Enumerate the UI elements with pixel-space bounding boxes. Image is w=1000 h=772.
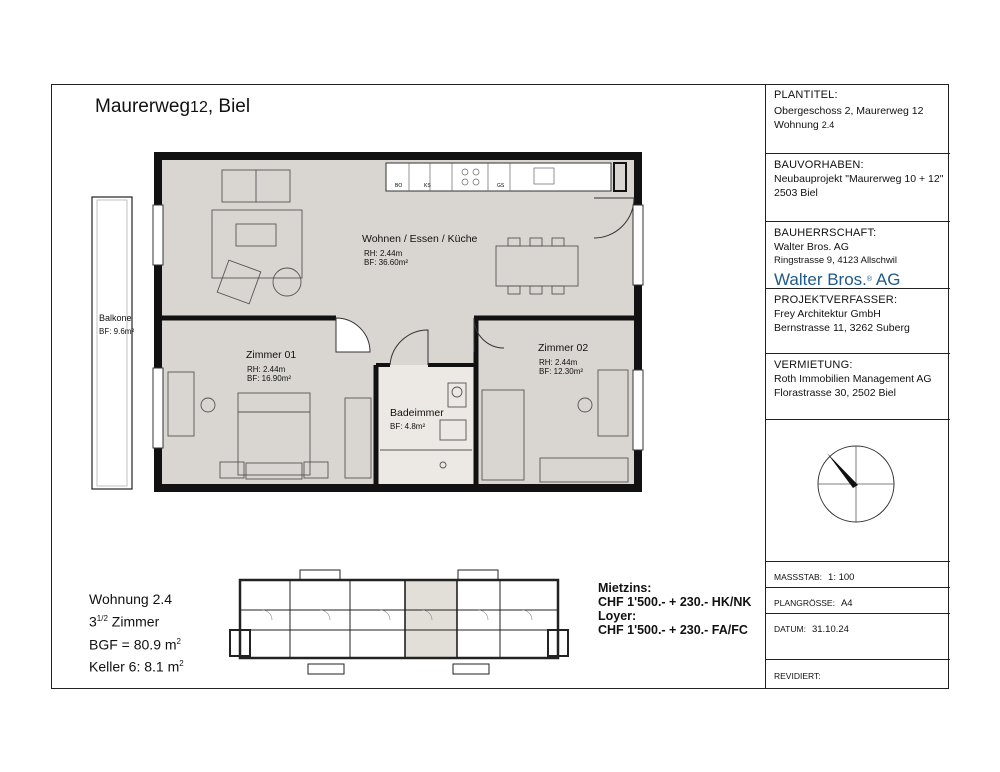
vermietung-heading: VERMIETUNG:: [774, 359, 853, 371]
unit-rooms-whole: 3: [89, 613, 97, 630]
window-zimmer02: [633, 370, 643, 450]
vermietung-line1: Roth Immobilien Management AG: [774, 373, 932, 385]
tb-plangroesse: [766, 588, 950, 614]
living-room-name: Wohnen / Essen / Küche: [362, 233, 478, 245]
loyer-value: CHF 1'500.- + 230.- FA/FC: [598, 623, 748, 637]
unit-rooms-label: Zimmer: [107, 613, 160, 630]
bath-area: BF: 4.8m²: [390, 422, 426, 431]
title-street: Maurerweg: [95, 96, 191, 117]
tb-projektverfasser: [766, 288, 950, 354]
unit-keller-value: Keller 6: 8.1 m: [89, 658, 180, 675]
plantitel-wohnung-value: 2.4: [821, 120, 835, 130]
tb-plantitel: [766, 84, 950, 154]
unit-name: Wohnung 2.4: [89, 591, 173, 607]
zimmer01-area: BF: 16.90m²: [247, 374, 292, 383]
tb-vermietung: [766, 354, 950, 420]
kitchen-label-ks: KS: [424, 183, 431, 189]
logo-text: Walter Bros.: [774, 270, 867, 289]
balcony-area: BF: 9.6m²: [99, 327, 135, 336]
living-room-height: RH: 2.44m: [364, 249, 403, 258]
mietzins-value: CHF 1'500.- + 230.- HK/NK: [598, 595, 752, 609]
tb-massstab: [766, 562, 950, 588]
plantitel-line1: Obergeschoss 2, Maurerweg 12: [774, 105, 924, 117]
tb-datum: [766, 614, 950, 660]
title-city: , Biel: [207, 96, 251, 117]
unit-info: [89, 590, 184, 677]
plantitel-wohnung-label: Wohnung: [774, 119, 819, 131]
zimmer01-name: Zimmer 01: [246, 349, 297, 361]
zimmer02-area: BF: 12.30m²: [539, 367, 584, 376]
window-zimmer01: [153, 368, 163, 448]
title-block: [765, 84, 949, 689]
bauvorhaben-line1: Neubauprojekt "Maurerweg 10 + 12": [774, 173, 944, 185]
vermietung-line2: Florastrasse 30, 2502 Biel: [774, 387, 896, 399]
projektverfasser-line1: Frey Architektur GmbH: [774, 308, 881, 320]
zimmer01-height: RH: 2.44m: [247, 365, 286, 374]
tb-north-arrow: [766, 420, 950, 562]
building-overview: [230, 570, 568, 674]
logo-registered-mark: ®: [866, 276, 873, 283]
unit-keller: [89, 654, 184, 677]
revidiert-label: REVIDIERT:: [774, 671, 821, 681]
loyer-label: Loyer:: [598, 609, 637, 623]
datum-value: 31.10.24: [811, 624, 849, 635]
logo-suffix: AG: [875, 270, 901, 289]
tb-bauvorhaben: [766, 154, 950, 222]
unit-bgf: [89, 632, 184, 655]
plangroesse-value: A4: [840, 598, 853, 609]
datum-label: DATUM:: [774, 624, 806, 634]
zimmer02-name: Zimmer 02: [538, 342, 589, 354]
rent-info: [598, 581, 751, 637]
kitchen-label-bo: BO: [395, 183, 403, 189]
unit-bgf-sq: 2: [176, 636, 181, 646]
zimmer02-height: RH: 2.44m: [539, 358, 578, 367]
tb-bauherrschaft: [766, 222, 950, 288]
plantitel-line2: [774, 118, 950, 132]
unit-rooms: [89, 609, 184, 632]
plangroesse-label: PLANGRÖSSE:: [774, 598, 835, 608]
bauherrschaft-line1: Walter Bros. AG: [774, 241, 849, 253]
bauvorhaben-heading: BAUVORHABEN:: [774, 159, 864, 171]
unit-keller-sq: 2: [179, 659, 184, 669]
kitchen-label-gs: GS: [497, 183, 505, 189]
massstab-value: 1: 100: [828, 572, 855, 583]
plantitel-heading: PLANTITEL:: [774, 89, 838, 101]
unit-bgf-value: BGF = 80.9 m: [89, 636, 177, 653]
tb-revidiert: [766, 660, 950, 689]
projektverfasser-line2: Bernstrasse 11, 3262 Suberg: [774, 322, 910, 334]
bauvorhaben-line2: 2503 Biel: [774, 187, 818, 199]
bauherrschaft-heading: BAUHERRSCHAFT:: [774, 227, 877, 239]
projektverfasser-heading: PROJEKTVERFASSER:: [774, 294, 898, 306]
window-living-left: [153, 205, 163, 265]
title-number: 12: [190, 99, 208, 116]
balcony-outline: [92, 197, 135, 489]
window-living-right: [633, 205, 643, 285]
living-room-area: BF: 36.60m²: [364, 258, 409, 267]
mietzins-label: Mietzins:: [598, 581, 652, 595]
massstab-label: MASSSTAB:: [774, 572, 823, 582]
unit-rooms-fraction: 1/2: [96, 614, 108, 623]
bauherrschaft-line2: Ringstrasse 9, 4123 Allschwil: [774, 255, 898, 266]
bath-name: Badeimmer: [390, 407, 444, 419]
balcony-name: Balkone: [99, 313, 132, 323]
